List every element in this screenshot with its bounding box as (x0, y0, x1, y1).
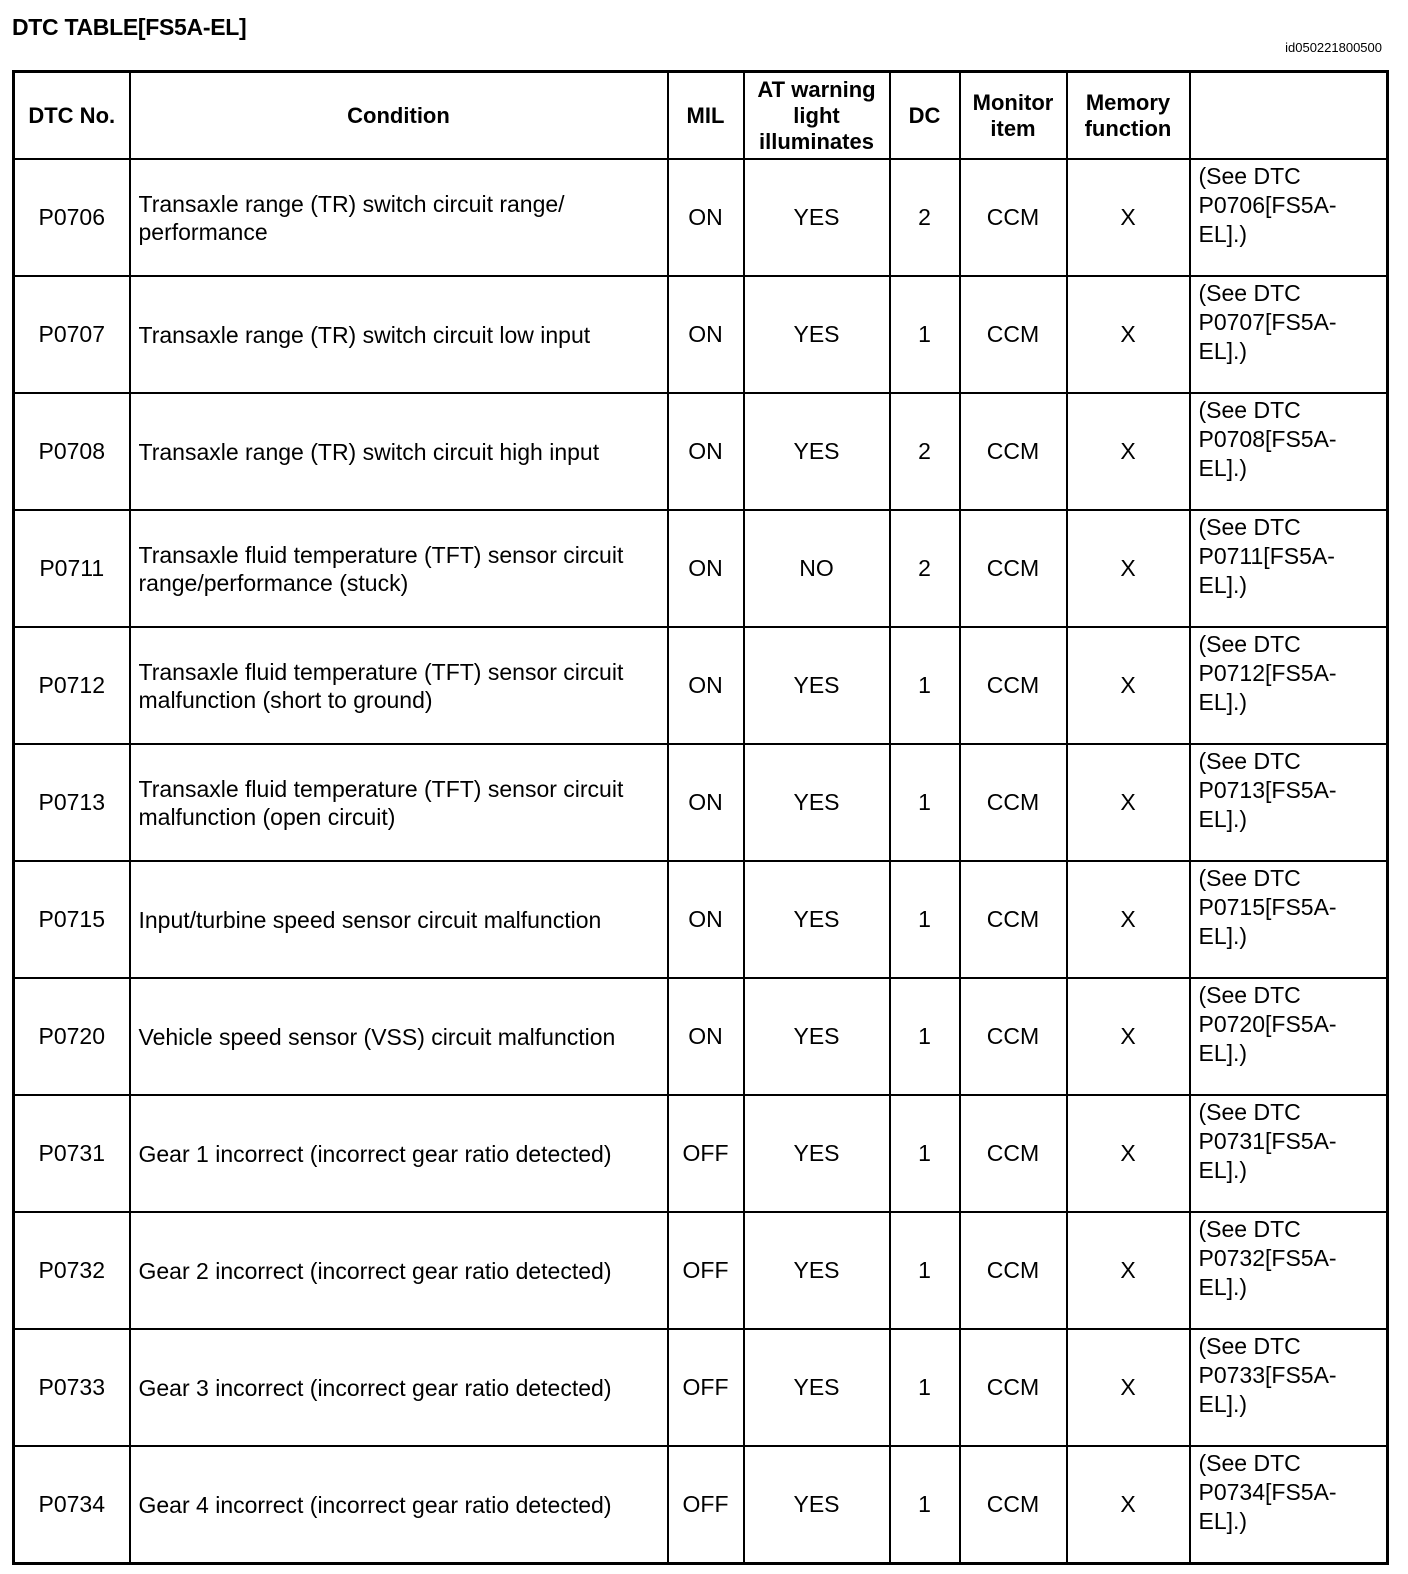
cell-dc: 1 (890, 861, 960, 978)
cell-ref: (See DTC P0715[FS5A-EL].) (1190, 861, 1388, 978)
cell-ref: (See DTC P0707[FS5A-EL].) (1190, 276, 1388, 393)
header-at-warning-light: AT warning light illuminates (744, 72, 890, 160)
table-row (14, 1446, 1388, 1564)
cell-memory: X (1067, 1212, 1190, 1329)
cell-mil: ON (668, 861, 744, 978)
table-row (14, 1329, 1388, 1446)
cell-dtc: P0732 (14, 1212, 130, 1329)
cell-dc: 1 (890, 744, 960, 861)
cell-monitor: CCM (960, 1329, 1067, 1446)
cell-memory: X (1067, 1446, 1190, 1564)
table-row (14, 978, 1388, 1095)
cell-ref: (See DTC P0733[FS5A-EL].) (1190, 1329, 1388, 1446)
cell-dtc: P0711 (14, 510, 130, 627)
cell-condition: Gear 1 incorrect (incorrect gear ratio detected) (130, 1095, 668, 1212)
cell-condition: Gear 4 incorrect (incorrect gear ratio detected) (130, 1446, 668, 1564)
cell-mil: ON (668, 510, 744, 627)
cell-monitor: CCM (960, 393, 1067, 510)
header-dc: DC (890, 72, 960, 160)
cell-at: YES (744, 978, 890, 1095)
table-row (14, 1212, 1388, 1329)
cell-ref: (See DTC P0731[FS5A-EL].) (1190, 1095, 1388, 1212)
cell-memory: X (1067, 627, 1190, 744)
cell-mil: ON (668, 744, 744, 861)
cell-at: NO (744, 510, 890, 627)
cell-condition: Gear 3 incorrect (incorrect gear ratio detected) (130, 1329, 668, 1446)
cell-at: YES (744, 1446, 890, 1564)
cell-at: YES (744, 1212, 890, 1329)
cell-mil: OFF (668, 1095, 744, 1212)
cell-monitor: CCM (960, 627, 1067, 744)
cell-dtc: P0713 (14, 744, 130, 861)
cell-condition: Transaxle fluid temperature (TFT) sensor circuit malfunction (short to ground) (130, 627, 668, 744)
cell-dc: 2 (890, 159, 960, 276)
cell-at: YES (744, 744, 890, 861)
cell-dc: 1 (890, 978, 960, 1095)
dtc-table (12, 70, 1389, 1565)
cell-dc: 1 (890, 1446, 960, 1564)
header-dtc-no: DTC No. (14, 72, 130, 160)
cell-ref: (See DTC P0711[FS5A-EL].) (1190, 510, 1388, 627)
cell-at: YES (744, 393, 890, 510)
cell-dtc: P0733 (14, 1329, 130, 1446)
cell-memory: X (1067, 159, 1190, 276)
cell-dtc: P0706 (14, 159, 130, 276)
cell-monitor: CCM (960, 1212, 1067, 1329)
page-title: DTC TABLE[FS5A-EL] (12, 14, 247, 40)
cell-ref: (See DTC P0720[FS5A-EL].) (1190, 978, 1388, 1095)
cell-dc: 1 (890, 276, 960, 393)
header-mil: MIL (668, 72, 744, 160)
cell-at: YES (744, 1095, 890, 1212)
cell-monitor: CCM (960, 1446, 1067, 1564)
cell-ref: (See DTC P0706[FS5A-EL].) (1190, 159, 1388, 276)
cell-condition: Transaxle range (TR) switch circuit range/ performance (130, 159, 668, 276)
header-reference (1190, 72, 1388, 160)
cell-at: YES (744, 627, 890, 744)
cell-at: YES (744, 1329, 890, 1446)
cell-condition: Transaxle fluid temperature (TFT) sensor circuit malfunction (open circuit) (130, 744, 668, 861)
cell-memory: X (1067, 744, 1190, 861)
header-row (14, 72, 1388, 160)
table-row (14, 159, 1388, 276)
cell-monitor: CCM (960, 744, 1067, 861)
cell-ref: (See DTC P0712[FS5A-EL].) (1190, 627, 1388, 744)
cell-mil: OFF (668, 1212, 744, 1329)
cell-mil: ON (668, 393, 744, 510)
cell-mil: ON (668, 627, 744, 744)
cell-at: YES (744, 861, 890, 978)
cell-memory: X (1067, 861, 1190, 978)
cell-dtc: P0734 (14, 1446, 130, 1564)
header-memory-function: Memory function (1067, 72, 1190, 160)
cell-ref: (See DTC P0708[FS5A-EL].) (1190, 393, 1388, 510)
cell-dtc: P0720 (14, 978, 130, 1095)
cell-ref: (See DTC P0734[FS5A-EL].) (1190, 1446, 1388, 1564)
cell-monitor: CCM (960, 510, 1067, 627)
cell-at: YES (744, 159, 890, 276)
document-id: id050221800500 (1285, 40, 1382, 55)
table-row (14, 393, 1388, 510)
cell-memory: X (1067, 1095, 1190, 1212)
cell-memory: X (1067, 276, 1190, 393)
cell-mil: ON (668, 978, 744, 1095)
cell-dc: 2 (890, 393, 960, 510)
cell-mil: ON (668, 159, 744, 276)
cell-memory: X (1067, 1329, 1190, 1446)
table-row (14, 861, 1388, 978)
cell-dc: 1 (890, 627, 960, 744)
table-row (14, 744, 1388, 861)
cell-ref: (See DTC P0713[FS5A-EL].) (1190, 744, 1388, 861)
cell-dc: 1 (890, 1329, 960, 1446)
table-row (14, 627, 1388, 744)
cell-dtc: P0707 (14, 276, 130, 393)
table-row (14, 276, 1388, 393)
cell-memory: X (1067, 978, 1190, 1095)
cell-ref: (See DTC P0732[FS5A-EL].) (1190, 1212, 1388, 1329)
cell-dtc: P0708 (14, 393, 130, 510)
cell-dtc: P0731 (14, 1095, 130, 1212)
cell-dc: 2 (890, 510, 960, 627)
cell-dtc: P0712 (14, 627, 130, 744)
cell-condition: Transaxle range (TR) switch circuit low input (130, 276, 668, 393)
cell-memory: X (1067, 510, 1190, 627)
cell-monitor: CCM (960, 1095, 1067, 1212)
cell-monitor: CCM (960, 159, 1067, 276)
cell-mil: OFF (668, 1446, 744, 1564)
header-condition: Condition (130, 72, 668, 160)
cell-condition: Vehicle speed sensor (VSS) circuit malfunction (130, 978, 668, 1095)
cell-at: YES (744, 276, 890, 393)
cell-mil: ON (668, 276, 744, 393)
cell-memory: X (1067, 393, 1190, 510)
cell-condition: Gear 2 incorrect (incorrect gear ratio detected) (130, 1212, 668, 1329)
cell-dc: 1 (890, 1095, 960, 1212)
cell-monitor: CCM (960, 978, 1067, 1095)
table-row (14, 510, 1388, 627)
cell-condition: Input/turbine speed sensor circuit malfunction (130, 861, 668, 978)
table-row (14, 1095, 1388, 1212)
cell-monitor: CCM (960, 861, 1067, 978)
cell-condition: Transaxle range (TR) switch circuit high input (130, 393, 668, 510)
cell-dtc: P0715 (14, 861, 130, 978)
cell-condition: Transaxle fluid temperature (TFT) sensor circuit range/performance (stuck) (130, 510, 668, 627)
cell-monitor: CCM (960, 276, 1067, 393)
header-monitor-item: Monitor item (960, 72, 1067, 160)
cell-dc: 1 (890, 1212, 960, 1329)
cell-mil: OFF (668, 1329, 744, 1446)
